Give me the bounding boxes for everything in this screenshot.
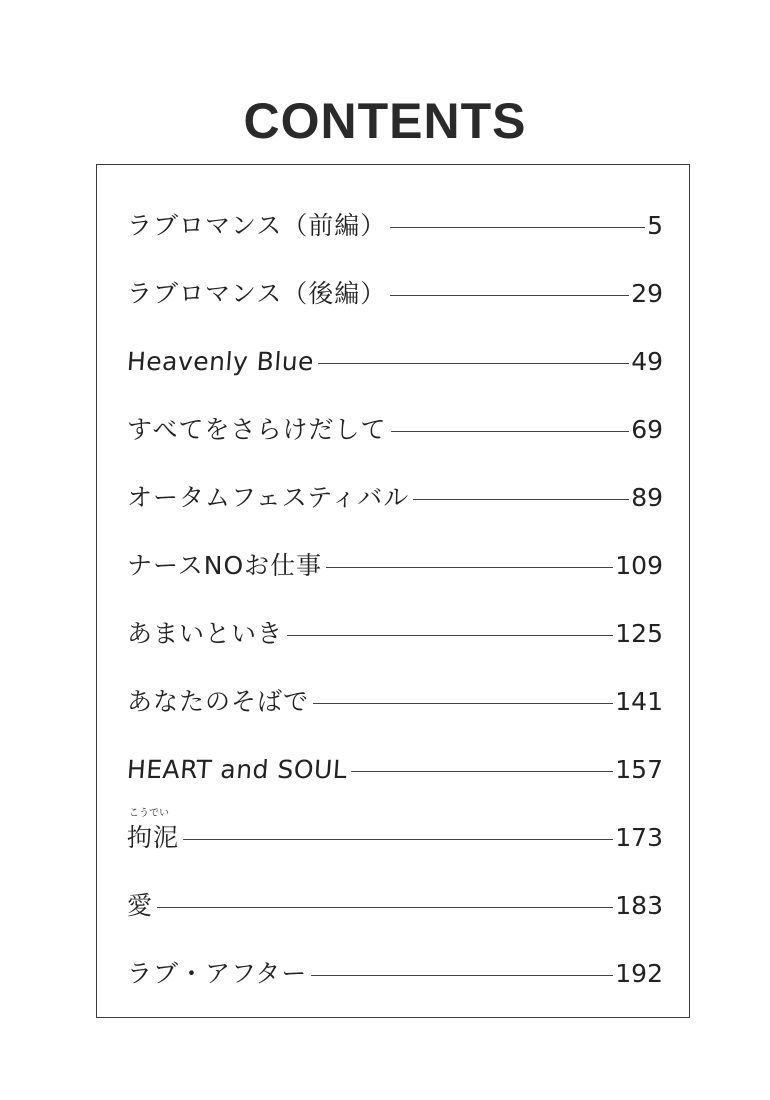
furigana: こうでい bbox=[129, 808, 169, 819]
leader-line bbox=[313, 703, 613, 704]
leader-line bbox=[413, 499, 629, 500]
leader-line bbox=[311, 975, 613, 976]
toc-entry-page: 192 bbox=[615, 959, 663, 988]
toc-entry-title: HEART and SOUL bbox=[125, 755, 349, 784]
toc-entry-title: ラブロマンス（後編） bbox=[127, 279, 387, 308]
toc-entry-page: 157 bbox=[615, 755, 663, 784]
toc-entry-page: 89 bbox=[631, 483, 663, 512]
toc-entry-page: 109 bbox=[615, 551, 663, 580]
toc-entry-title: Heavenly Blue bbox=[125, 347, 316, 376]
toc-entry-page: 69 bbox=[631, 415, 663, 444]
toc-entry[interactable] bbox=[127, 198, 663, 238]
toc-entry[interactable] bbox=[127, 538, 663, 578]
toc-entry-page: 5 bbox=[647, 211, 663, 240]
page-title: CONTENTS bbox=[243, 93, 527, 149]
toc-entry[interactable] bbox=[127, 470, 663, 510]
toc-entry-page: 173 bbox=[615, 823, 663, 852]
toc-entry-page: 29 bbox=[631, 279, 663, 308]
toc-entry[interactable] bbox=[127, 266, 663, 306]
toc-entry-title: あなたのそばで bbox=[127, 687, 310, 716]
leader-line bbox=[183, 839, 613, 840]
toc-entry[interactable] bbox=[127, 946, 663, 986]
leader-line bbox=[326, 567, 613, 568]
toc-entry-page: 141 bbox=[615, 687, 663, 716]
toc-entry-title-with-ruby bbox=[127, 808, 180, 852]
toc-entry-title: ラブロマンス（前編） bbox=[127, 211, 387, 240]
toc-entry-title: 拘泥 bbox=[127, 823, 180, 852]
leader-line bbox=[318, 363, 629, 364]
toc-entry[interactable] bbox=[127, 674, 663, 714]
toc-entry-title: あまいといき bbox=[127, 619, 284, 648]
leader-line bbox=[391, 431, 630, 432]
leader-line bbox=[157, 907, 613, 908]
leader-line bbox=[390, 295, 629, 296]
toc-entry-title: ラブ・アフター bbox=[127, 959, 308, 988]
toc-entry[interactable] bbox=[127, 878, 663, 918]
leader-line bbox=[351, 771, 613, 772]
toc-entry-page: 125 bbox=[615, 619, 663, 648]
toc-entry[interactable] bbox=[127, 810, 663, 850]
leader-line bbox=[390, 227, 645, 228]
toc-entry[interactable] bbox=[127, 606, 663, 646]
toc-entry[interactable] bbox=[127, 334, 663, 374]
toc-entry-title: 愛 bbox=[127, 891, 154, 920]
toc-entry[interactable] bbox=[127, 742, 663, 782]
toc-entry-title: オータムフェスティバル bbox=[127, 483, 410, 512]
toc-entry-page: 183 bbox=[615, 891, 663, 920]
leader-line bbox=[287, 635, 613, 636]
toc-entry[interactable] bbox=[127, 402, 663, 442]
toc-entry-title: ナースNOお仕事 bbox=[127, 551, 323, 580]
toc-entry-title: すべてをさらけだして bbox=[127, 415, 387, 444]
toc-entry-page: 49 bbox=[631, 347, 663, 376]
